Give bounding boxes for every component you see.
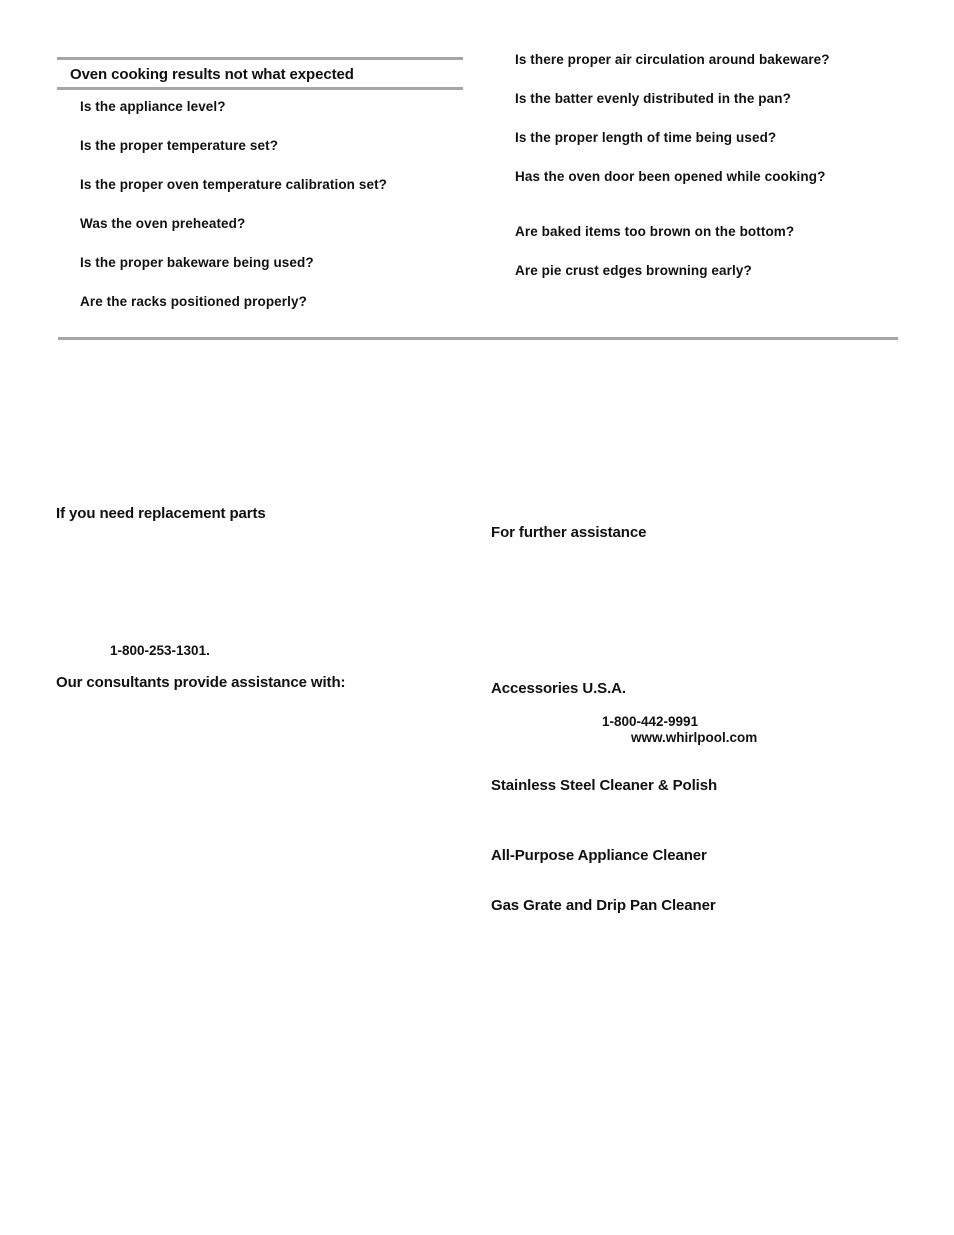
question-right: Are baked items too brown on the bottom? [515,224,795,239]
accessory-item: Stainless Steel Cleaner & Polish [491,777,718,794]
accessory-item: Gas Grate and Drip Pan Cleaner [491,897,716,914]
question-left: Are the racks positioned properly? [80,294,307,309]
question-right: Is there proper air circulation around bakeware? [515,52,830,67]
consultants-heading: Our consultants provide assistance with: [56,674,346,691]
question-left: Is the proper oven temperature calibration set? [80,177,388,192]
accessories-phone: 1-800-442-9991 [602,714,699,729]
phone-number: 1-800-253-1301. [110,643,210,658]
question-right: Is the batter evenly distributed in the pan? [515,91,791,106]
heading-top-rule [57,57,463,60]
heading-bottom-rule [57,87,463,90]
accessories-website[interactable]: www.whirlpool.com [631,730,758,745]
further-assistance-heading: For further assistance [491,524,647,541]
question-left: Was the oven preheated? [80,216,246,231]
section-heading: Oven cooking results not what expected [70,66,354,83]
question-left: Is the proper temperature set? [80,138,279,153]
question-left: Is the proper bakeware being used? [80,255,314,270]
question-right: Has the oven door been opened while cooking? [515,169,826,184]
accessory-item: All-Purpose Appliance Cleaner [491,847,707,864]
question-right: Is the proper length of time being used? [515,130,777,145]
accessories-heading: Accessories U.S.A. [491,680,626,697]
question-left: Is the appliance level? [80,99,226,114]
replacement-parts-heading: If you need replacement parts [56,505,266,522]
question-right: Are pie crust edges browning early? [515,263,752,278]
table-bottom-rule [58,337,898,340]
